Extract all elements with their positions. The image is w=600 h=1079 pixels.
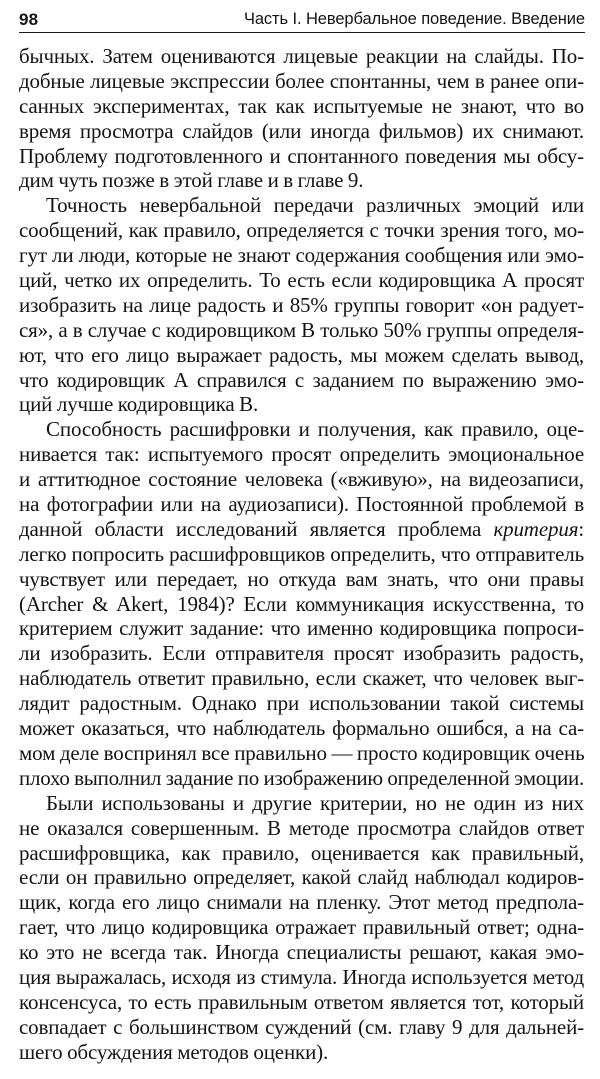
text-line: дим чуть позже в этой главе и в главе 9.: [19, 168, 364, 193]
text-line: наблюдатель ответит правильно, если скажет, что человек выг-: [19, 666, 584, 691]
text-line: нивается так: испытуемого просят определить эмоциональное: [19, 442, 584, 467]
text-line: ция выражалась, исходя из стимула. Иногда используется метод: [19, 964, 584, 989]
text-line: лядит радостным. Однако при использовании такой системы: [19, 691, 584, 716]
text-line: гут ли люди, которые не знают содержания сообщения или эмо-: [19, 243, 584, 268]
text-line: ют, что его лицо выражает радость, мы можем сделать вывод,: [19, 342, 584, 367]
text-line: бычных. Затем оцениваются лицевые реакции на слайды. По-: [19, 44, 584, 68]
text-line: легко попросить расшифровщиков определить, что отправитель: [19, 541, 584, 566]
text-line: сообщений, как правило, определяется с точки зрения того, мо-: [19, 218, 584, 243]
text-line: что кодировщик А справился с заданием по выражению эмо-: [19, 367, 584, 392]
text-line: добные лицевые экспрессии более спонтанны, чем в ранее опи-: [19, 68, 584, 93]
text-segment: данной области исследований является проблема: [19, 516, 494, 541]
text-line: консенсуса, то есть правильным ответом является тот, который: [19, 989, 584, 1014]
text-line: изобразить на лице радость и 85% группы говорит «он радует-: [19, 292, 584, 317]
text-line: щик, когда его лицо снимали на пленку. Этот метод предпола-: [19, 890, 584, 915]
paragraph-2: [19, 193, 584, 417]
text-segment: :: [578, 516, 584, 541]
text-line: Способность расшифровки и получения, как правило, оце-: [46, 417, 584, 442]
text-line: ций, четко их определить. То есть если кодировщика А просят: [19, 268, 584, 293]
text-line: критерием служит задание: что именно кодировщика попроси-: [19, 616, 584, 641]
text-line: не оказался совершенным. В методе просмотра слайдов ответ: [19, 815, 584, 840]
text-line: санных экспериментах, так как испытуемые не знают, что во: [19, 93, 584, 118]
text-line: совпадает с большинством суждений (см. главу 9 для дальней-: [19, 1014, 584, 1039]
text-line: время просмотра слайдов (или иногда фильмов) их снимают.: [19, 118, 584, 143]
paragraph-4: [19, 791, 584, 1065]
running-title: Часть I. Невербальное поведение. Введение: [243, 10, 585, 28]
body-text: [19, 44, 584, 1065]
text-line: плохо выполнил задание по изображению определенной эмоции.: [19, 765, 584, 790]
text-line-with-emphasis: [19, 517, 584, 542]
running-header: [19, 4, 585, 33]
text-line: и аттитюдное состояние человека («вживую», на видеозаписи,: [19, 467, 584, 492]
text-line: на фотографии или на аудиозаписи). Постоянной проблемой в: [19, 492, 584, 517]
text-line: ли изобразить. Если отправителя просят изобразить радость,: [19, 641, 584, 666]
text-line: ко это не всегда так. Иногда специалисты решают, какая эмо-: [19, 940, 584, 965]
text-line: Были использованы и другие критерии, но не один из них: [46, 790, 584, 815]
page-number: 98: [19, 10, 39, 29]
text-line: (Archer & Akert, 1984)? Если коммуникация искусственна, то: [19, 591, 584, 616]
text-line: если он правильно определяет, какой слайд наблюдал кодиров-: [19, 865, 584, 890]
emphasized-term: критерия: [493, 516, 579, 541]
paragraph-1: [19, 44, 584, 193]
text-line: шего обсуждения методов оценки).: [19, 1039, 329, 1064]
text-line: Точность невербальной передачи различных эмоций или: [46, 193, 584, 218]
text-line: мом деле воспринял все правильно — просто кодировщик очень: [19, 740, 585, 765]
paragraph-3: [19, 417, 584, 790]
text-line: Проблему подготовленного и спонтанного поведения мы обсу-: [19, 143, 584, 168]
text-line: чувствует или передает, но откуда вам знать, что они правы: [19, 566, 584, 591]
text-line: гает, что лицо кодировщика отражает правильный ответ; одна-: [19, 915, 584, 940]
text-line: ций лучше кодировщика В.: [19, 392, 259, 417]
text-line: расшифровщика, как правило, оценивается как правильный,: [19, 840, 584, 865]
text-line: ся», а в случае с кодировщиком В только 50% группы определя-: [19, 317, 584, 342]
text-line: может оказаться, что наблюдатель формально ошибся, а на са-: [19, 716, 584, 741]
